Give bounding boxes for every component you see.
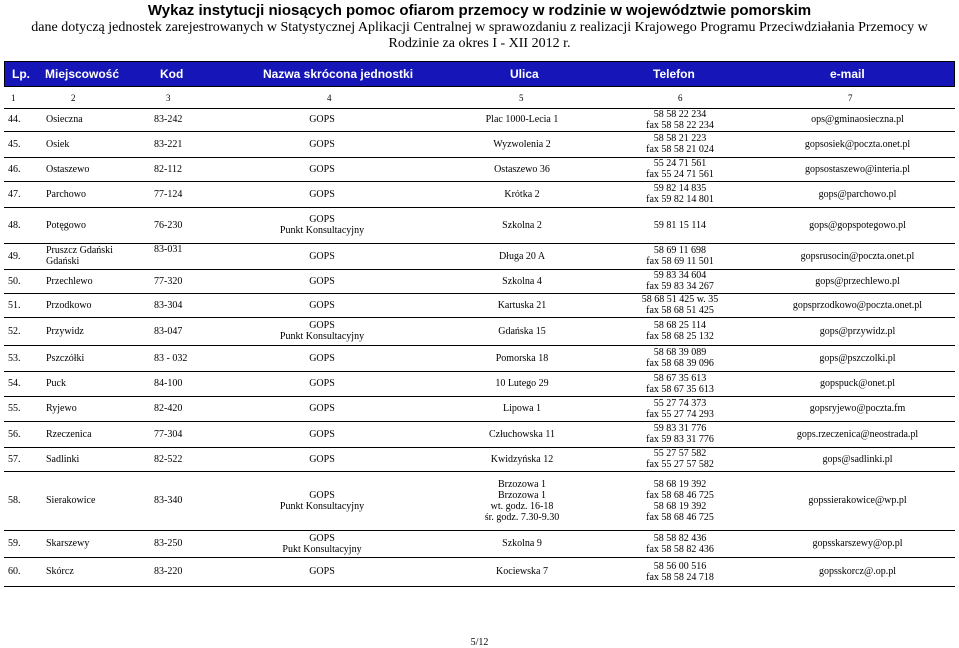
cell-email: gops@sadlinki.pl xyxy=(822,453,893,465)
cell-lp: 49. xyxy=(8,250,21,262)
cell-telefon: fax 59 83 34 267 xyxy=(646,281,714,292)
cell-email: gopsprzodkowo@poczta.onet.pl xyxy=(792,299,923,311)
cell-telefon: 55 27 74 373 xyxy=(653,397,707,409)
cell-lp: 58. xyxy=(8,495,21,506)
header-miejscowosc: Miejscowość xyxy=(45,67,120,81)
cell-telefon: 58 67 35 613 xyxy=(653,372,707,384)
header-ulica: Ulica xyxy=(510,67,539,81)
cell-nazwa: Punkt Konsultacyjny xyxy=(279,331,365,342)
cell-nazwa: GOPS xyxy=(309,138,335,150)
header-nazwa: Nazwa skrócona jednostki xyxy=(263,67,414,81)
cell-ulica: Brzozowa 1 xyxy=(497,489,547,501)
cell-kod: 82-420 xyxy=(154,403,183,414)
row-separator xyxy=(4,108,955,109)
cell-miejscowosc: Pszczółki xyxy=(46,352,85,364)
cell-ulica: Plac 1000-Lecia 1 xyxy=(485,114,559,125)
cell-lp: 55. xyxy=(8,403,21,414)
cell-ulica: Kociewska 7 xyxy=(496,566,548,577)
header-kod: Kod xyxy=(160,67,184,81)
cell-lp: 59. xyxy=(8,538,21,549)
cell-ulica: Szkolna 2 xyxy=(502,219,542,231)
cell-email: gops.rzeczenica@neostrada.pl xyxy=(796,428,919,440)
cell-miejscowosc: Puck xyxy=(46,378,66,389)
cell-miejscowosc: Skarszewy xyxy=(46,538,90,549)
cell-nazwa: GOPS xyxy=(309,453,335,465)
cell-nazwa: GOPS xyxy=(309,163,335,175)
cell-ulica: śr. godz. 7.30-9.30 xyxy=(484,511,560,523)
cell-telefon: 58 58 82 436 xyxy=(653,532,707,544)
cell-email: gops@gopspotegowo.pl xyxy=(809,219,906,231)
cell-lp: 60. xyxy=(8,566,21,577)
cell-lp: 44. xyxy=(8,114,21,125)
row-separator xyxy=(4,530,955,531)
row-separator xyxy=(4,471,955,472)
cell-telefon: 58 69 11 698 xyxy=(653,245,707,256)
cell-miejscowosc: Przechlewo xyxy=(46,275,93,287)
cell-kod: 83-221 xyxy=(154,138,183,150)
cell-nazwa: GOPS xyxy=(309,250,335,262)
cell-email: gopsskarszewy@op.pl xyxy=(812,538,903,549)
cell-lp: 51. xyxy=(8,299,21,311)
header-telefon: Telefon xyxy=(653,67,695,81)
cell-lp: 46. xyxy=(8,163,21,175)
cell-nazwa: GOPS xyxy=(309,352,335,364)
cell-kod: 83-031 xyxy=(154,244,183,255)
cell-telefon: 58 68 39 089 xyxy=(653,347,707,358)
cell-email: gops@pszczolki.pl xyxy=(819,352,896,364)
colnum-1: 1 xyxy=(11,93,16,103)
cell-kod: 84-100 xyxy=(154,378,183,389)
cell-telefon: 58 58 22 234 xyxy=(653,108,707,120)
cell-telefon: fax 58 68 51 425 xyxy=(646,305,714,316)
cell-email: gopsostaszewo@interia.pl xyxy=(804,163,911,175)
cell-ulica: 10 Lutego 29 xyxy=(495,378,549,389)
cell-miejscowosc: Przywidz xyxy=(46,325,84,337)
table-header xyxy=(4,61,955,87)
cell-nazwa: GOPS xyxy=(309,378,335,389)
document-subtitle: dane dotyczą jednostek zarejestrowanych w Statystycznej Aplikacji Centralnej w sprawozdaniu z realizacji Krajowego Programu Przeciwdziałania Przemocy w Rodzinie za okres I - XII 2012 r. xyxy=(31,20,928,51)
cell-miejscowosc: Gdański xyxy=(46,256,80,267)
cell-email: gopsosiek@poczta.onet.pl xyxy=(804,138,911,150)
row-separator xyxy=(4,207,955,208)
page-number: 5/12 xyxy=(470,637,489,648)
cell-nazwa: GOPS xyxy=(309,214,335,225)
row-separator xyxy=(4,396,955,397)
cell-lp: 48. xyxy=(8,219,21,231)
cell-telefon: 55 27 57 582 xyxy=(653,448,707,459)
cell-telefon: 59 83 34 604 xyxy=(653,270,707,281)
cell-telefon: fax 55 24 71 561 xyxy=(646,169,714,180)
cell-ulica: Kartuska 21 xyxy=(497,299,547,311)
cell-ulica: Człuchowska 11 xyxy=(488,428,555,440)
cell-telefon: fax 58 69 11 501 xyxy=(646,256,714,267)
cell-miejscowosc: Ostaszewo xyxy=(46,163,90,175)
cell-miejscowosc: Rzeczenica xyxy=(46,428,92,440)
row-separator xyxy=(4,131,955,132)
cell-ulica: Gdańska 15 xyxy=(498,325,546,337)
cell-telefon: fax 58 58 82 436 xyxy=(646,543,714,555)
colnum-7: 7 xyxy=(848,93,853,103)
header-email: e-mail xyxy=(830,67,865,81)
cell-miejscowosc: Osiek xyxy=(46,138,70,150)
cell-lp: 53. xyxy=(8,352,21,364)
cell-kod: 83-047 xyxy=(154,325,183,337)
colnum-2: 2 xyxy=(71,93,76,103)
cell-email: gopsrusocin@poczta.onet.pl xyxy=(800,250,915,262)
cell-telefon: fax 58 58 24 718 xyxy=(646,571,714,583)
cell-nazwa: GOPS xyxy=(309,428,335,440)
cell-lp: 54. xyxy=(8,378,21,389)
cell-kod: 83-220 xyxy=(154,566,183,577)
cell-telefon: 58 68 19 392 xyxy=(653,478,707,490)
cell-nazwa: GOPS xyxy=(309,532,335,544)
row-separator xyxy=(4,181,955,182)
colnum-6: 6 xyxy=(678,93,683,103)
cell-telefon: fax 55 27 57 582 xyxy=(646,459,714,470)
row-separator xyxy=(4,317,955,318)
row-separator xyxy=(4,421,955,422)
cell-miejscowosc: Sadlinki xyxy=(46,453,80,465)
cell-lp: 57. xyxy=(8,453,21,465)
cell-email: gopssierakowice@wp.pl xyxy=(808,495,907,506)
cell-ulica: Długa 20 A xyxy=(498,250,546,262)
cell-nazwa: GOPS xyxy=(309,188,335,200)
cell-email: gopsskorcz@.op.pl xyxy=(819,566,896,577)
cell-lp: 52. xyxy=(8,325,21,337)
cell-miejscowosc: Pruszcz Gdański xyxy=(46,245,113,256)
cell-telefon: fax 58 58 21 024 xyxy=(646,144,714,155)
cell-email: gopspuck@onet.pl xyxy=(819,378,896,389)
cell-ulica: Brzozowa 1 xyxy=(497,478,547,490)
cell-kod: 76-230 xyxy=(154,219,183,231)
row-separator xyxy=(4,447,955,448)
cell-telefon: fax 58 67 35 613 xyxy=(646,383,714,395)
cell-kod: 83-250 xyxy=(154,538,183,549)
cell-ulica: Szkolna 9 xyxy=(502,538,542,549)
cell-telefon: fax 58 58 22 234 xyxy=(646,119,714,131)
cell-kod: 83-340 xyxy=(154,495,183,506)
cell-ulica: Pomorska 18 xyxy=(495,352,549,364)
cell-email: gops@parchowo.pl xyxy=(818,188,897,200)
cell-email: gops@przechlewo.pl xyxy=(815,275,900,287)
cell-miejscowosc: Sierakowice xyxy=(46,495,96,506)
cell-telefon: 59 82 14 835 xyxy=(653,183,707,194)
cell-nazwa: GOPS xyxy=(309,275,335,287)
cell-telefon: 58 68 25 114 xyxy=(653,320,707,331)
cell-telefon: 55 24 71 561 xyxy=(653,158,707,169)
row-separator xyxy=(4,157,955,158)
cell-lp: 45. xyxy=(8,138,21,150)
cell-miejscowosc: Ryjewo xyxy=(46,403,77,414)
cell-nazwa: GOPS xyxy=(309,489,335,501)
colnum-5: 5 xyxy=(519,93,524,103)
cell-ulica: Szkolna 4 xyxy=(502,275,542,287)
cell-ulica: Lipowa 1 xyxy=(502,403,542,414)
colnum-4: 4 xyxy=(327,93,332,103)
cell-telefon: 58 68 51 425 w. 35 xyxy=(641,294,719,305)
cell-kod: 83-242 xyxy=(154,114,183,125)
cell-kod: 82-112 xyxy=(154,163,182,175)
cell-email: gops@przywidz.pl xyxy=(819,325,896,337)
cell-kod: 77-304 xyxy=(154,428,183,440)
cell-ulica: Ostaszewo 36 xyxy=(494,163,550,175)
cell-kod: 83 - 032 xyxy=(154,352,188,364)
cell-telefon: fax 55 27 74 293 xyxy=(646,408,714,420)
cell-nazwa: Pukt Konsultacyjny xyxy=(282,543,362,555)
cell-lp: 47. xyxy=(8,188,21,200)
header-lp: Lp. xyxy=(12,67,30,81)
colnum-3: 3 xyxy=(166,93,171,103)
cell-kod: 77-320 xyxy=(154,275,183,287)
cell-nazwa: GOPS xyxy=(309,299,335,311)
row-separator xyxy=(4,345,955,346)
cell-telefon: 58 58 21 223 xyxy=(653,133,707,144)
cell-miejscowosc: Potęgowo xyxy=(46,219,86,231)
cell-nazwa: GOPS xyxy=(309,320,335,331)
row-separator xyxy=(4,586,955,587)
cell-nazwa: Punkt Konsultacyjny xyxy=(279,500,365,512)
row-separator xyxy=(4,293,955,294)
cell-email: gopsryjewo@poczta.fm xyxy=(809,403,906,414)
cell-ulica: Kwidzyńska 12 xyxy=(490,453,554,465)
cell-nazwa: Punkt Konsultacyjny xyxy=(279,225,365,236)
cell-miejscowosc: Skórcz xyxy=(46,566,74,577)
cell-telefon: 59 83 31 776 xyxy=(653,423,707,434)
cell-ulica: wt. godz. 16-18 xyxy=(490,500,554,512)
cell-telefon: 58 68 19 392 xyxy=(653,500,707,512)
cell-lp: 50. xyxy=(8,275,21,287)
cell-ulica: Wyzwolenia 2 xyxy=(493,138,551,150)
cell-kod: 83-304 xyxy=(154,299,183,311)
cell-miejscowosc: Przodkowo xyxy=(46,299,92,311)
cell-kod: 77-124 xyxy=(154,188,183,200)
cell-kod: 82-522 xyxy=(154,453,183,465)
row-separator xyxy=(4,371,955,372)
row-separator xyxy=(4,243,955,244)
cell-nazwa: GOPS xyxy=(309,114,335,125)
cell-ulica: Krótka 2 xyxy=(504,188,540,200)
cell-telefon: fax 58 68 25 132 xyxy=(646,331,714,342)
cell-telefon: fax 58 68 46 725 xyxy=(646,489,714,501)
column-numbers xyxy=(4,93,955,105)
cell-lp: 56. xyxy=(8,428,21,440)
document-title: Wykaz instytucji niosących pomoc ofiarom przemocy w rodzinie w województwie pomorskim xyxy=(147,2,812,19)
cell-telefon: 59 81 15 114 xyxy=(653,219,707,231)
cell-telefon: fax 59 83 31 776 xyxy=(646,434,714,445)
cell-telefon: 58 56 00 516 xyxy=(653,560,707,572)
cell-email: ops@gminaosieczna.pl xyxy=(811,114,904,125)
row-separator xyxy=(4,269,955,270)
cell-miejscowosc: Parchowo xyxy=(46,188,86,200)
cell-telefon: fax 58 68 39 096 xyxy=(646,358,714,369)
cell-telefon: fax 59 82 14 801 xyxy=(646,194,714,205)
cell-nazwa: GOPS xyxy=(309,403,335,414)
cell-nazwa: GOPS xyxy=(309,566,335,577)
cell-telefon: fax 58 68 46 725 xyxy=(646,511,714,523)
row-separator xyxy=(4,557,955,558)
cell-miejscowosc: Osieczna xyxy=(46,114,83,125)
